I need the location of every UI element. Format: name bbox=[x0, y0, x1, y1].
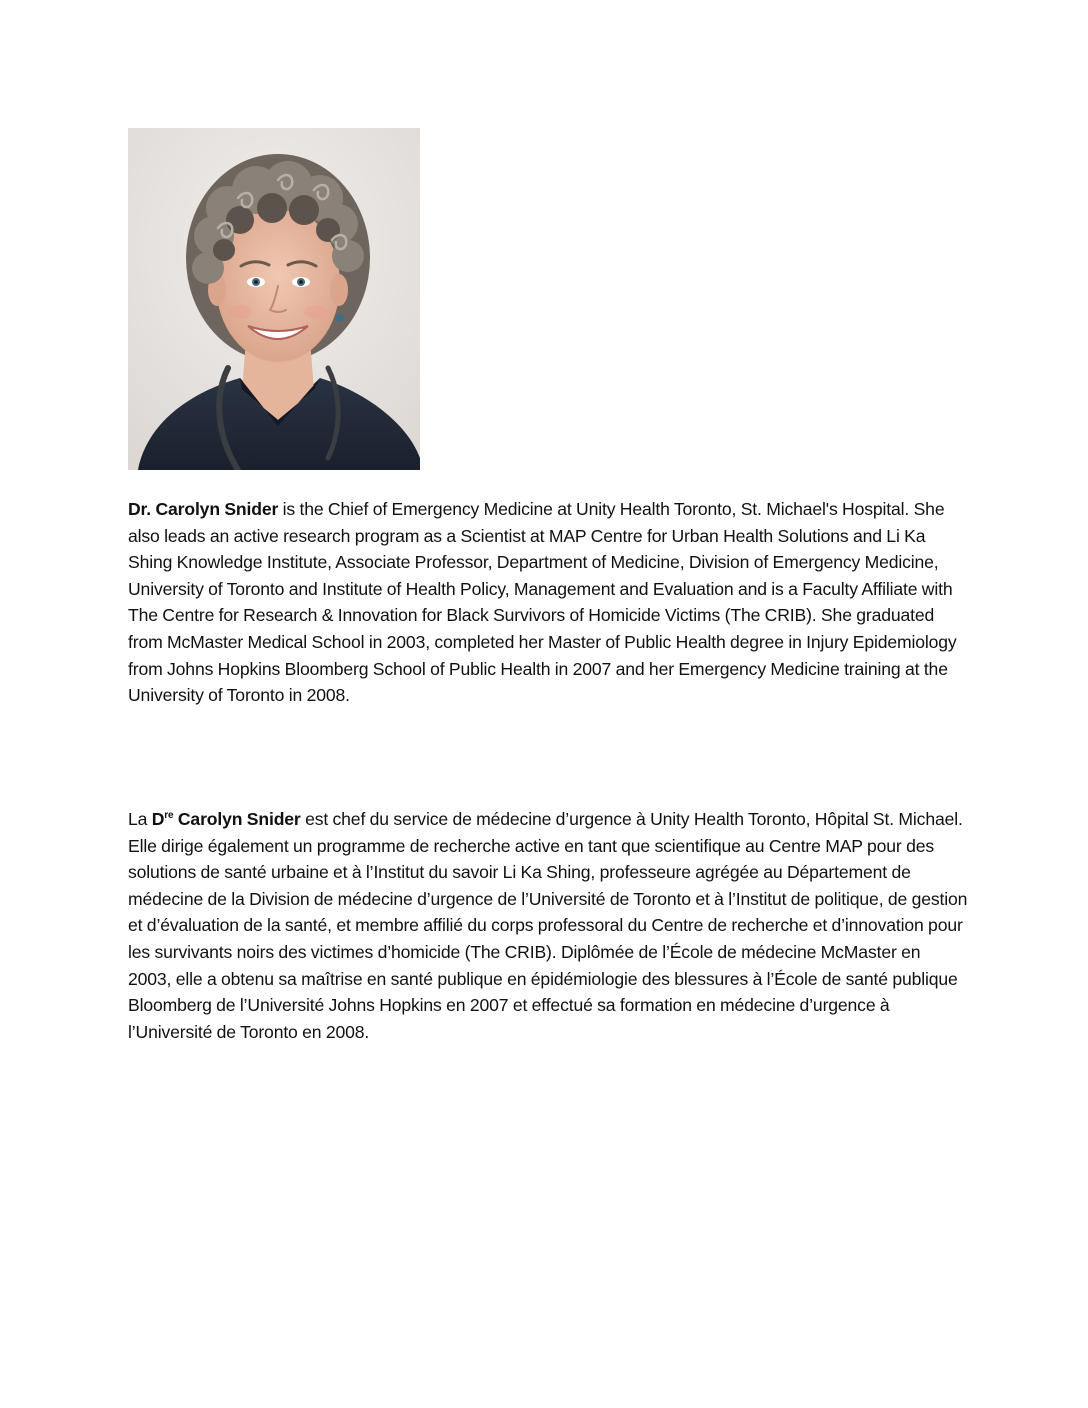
french-biography bbox=[128, 806, 968, 1045]
portrait-illustration bbox=[128, 128, 420, 470]
english-bio-body: is the Chief of Emergency Medicine at Unity Health Toronto, St. Michael's Hospital. She also leads an active research program as a Scientist at MAP Centre for Urban Health Solutions and Li Ka Shing Knowledge Institute, Associate Professor, Department of Medicine, Division of Emergency Medicine, University of Toronto and Institute of Health Policy, Management and Evaluation and is a Faculty Affiliate with The Centre for Research & Innovation for Black Survivors of Homicide Victims (The CRIB). She graduated from McMaster Medical School in 2003, completed her Master of Public Health degree in Injury Epidemiology from Johns Hopkins Bloomberg School of Public Health in 2007 and her Emergency Medicine training at the University of Toronto in 2008. bbox=[128, 499, 957, 706]
french-bio-title: D bbox=[151, 809, 165, 829]
french-bio-body: est chef du service de médecine d’urgence à Unity Health Toronto, Hôpital St. Michael. Elle dirige également un programme de recherche active en tant que scientifique au Centre MAP pour des solutions de santé urbaine et à l’Institut du savoir Li Ka Shing, professeure agrégée au Département de médecine de la Division de médecine d’urgence de l’Université de Toronto et à l’Institut de politique, de gestion et d’évaluation de la santé, et membre affilié du corps professoral du Centre de recherche et d’innovation pour les survivants noirs des victimes d’homicide (The CRIB). Diplômée de l’École de médecine McMaster en 2003, elle a obtenu sa maîtrise en santé publique en épidémiologie des blessures à l’École de santé publique Bloomberg de l’Université Johns Hopkins en 2007 et effectué sa formation en médecine d’urgence à l’Université de Toronto en 2008. bbox=[128, 809, 968, 1042]
french-bio-title-superscript: re bbox=[164, 810, 174, 822]
profile-photo bbox=[128, 128, 420, 470]
french-bio-prefix: La bbox=[128, 809, 152, 829]
english-bio-name: Dr. Carolyn Snider bbox=[128, 499, 279, 519]
english-biography bbox=[128, 496, 968, 709]
french-bio-name: Carolyn Snider bbox=[173, 809, 301, 829]
